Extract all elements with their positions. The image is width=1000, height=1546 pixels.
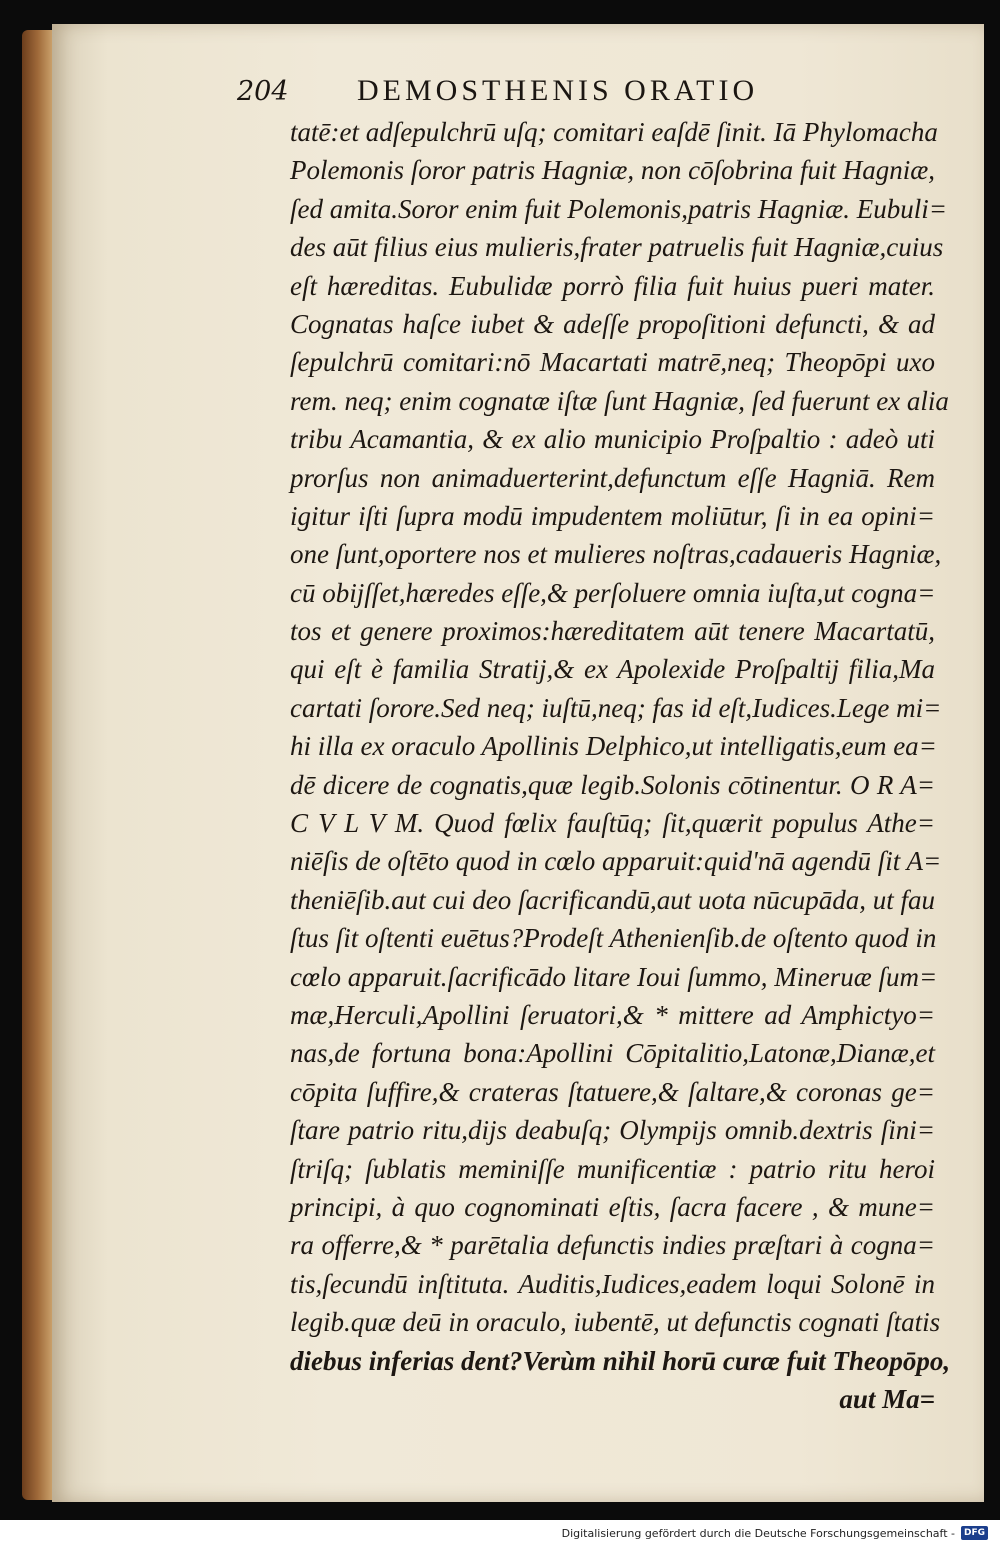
text-line [290,1034,940,1072]
text-line [290,343,940,381]
text-line [290,1150,940,1188]
text-line [290,497,940,535]
body-text [290,113,951,1418]
text-line [290,267,940,305]
text-line [290,996,940,1034]
text-line [290,1265,940,1303]
text-line [290,305,940,343]
text-line-content: igitur iſti ſupra modū impudentem moliūtur, ſi in ea opini= [290,500,935,531]
footer-bar [0,1520,1000,1546]
text-line-content: tis,ſecundū inſtituta. Auditis,Iudices,eadem loqui Solonē in [290,1268,935,1299]
text-line-content: ſtare patrio ritu,dijs deabuſq; Olympijs omnib.dextris ſini= [290,1115,935,1146]
text-line-content: dē dicere de cognatis,quæ legib.Solonis cōtinentur. O R A= [290,769,935,800]
text-line [290,958,940,996]
text-line-content: cū obijſſet,hæredes eſſe,& perſoluere omnia iuſta,ut cogna= [290,577,936,608]
text-line-content: aut Ma= [839,1383,935,1414]
text-line-content: C V L V M. Quod fœlix fauſtūq; ſit,quærit populus Athe= [290,808,935,839]
text-line [290,420,940,458]
text-line [290,574,940,612]
text-line-content: prorſus non animaduerterint,defunctum eſſe Hagniā. Rem [290,462,935,493]
text-line-content: des aūt filius eius mulieris,frater patruelis fuit Hagniæ,cuius [290,232,944,263]
text-line-content: theniēſib.aut cui deo ſacrificandū,aut uota nūcupāda, ut fau [290,884,935,915]
text-line [290,650,940,688]
text-line-content: ra offerre,& * parētalia defunctis indies præſtari à cogna= [290,1230,935,1261]
text-line [290,1111,940,1149]
text-line-content: tos et genere proximos:hæreditatem aūt tenere Macartatū, [290,616,935,647]
text-line [290,1303,940,1341]
text-line-content: niēſis de oſtēto quod in cœlo apparuit:quid'nā agendū ſit A= [290,846,942,877]
text-line-content: ſed amita.Soror enim fuit Polemonis,patris Hagniæ. Eubuli= [290,193,947,224]
text-line [290,1342,951,1380]
text-line [290,1226,940,1264]
text-line-content: diebus inferias dent?Verùm nihil horū curæ fuit Theopōpo, [290,1345,951,1376]
text-line [290,1188,940,1226]
text-line-content: tribu Acamantia, & ex alio municipio Proſpaltio : adeò uti [290,424,935,455]
text-line-content: ſepulchrū comitari:nō Macartati matrē,neq; Theopōpi uxo [290,347,935,378]
text-line-content: one ſunt,oportere nos et mulieres noſtras,cadaueris Hagniæ, [290,539,942,570]
text-line [290,919,940,957]
page-header [237,74,837,114]
text-line-content: Cognatas haſce iubet & adeſſe propoſitioni defuncti, & ad [290,308,935,339]
text-line [290,459,940,497]
text-line [290,727,940,765]
text-line [290,151,940,189]
text-line-content: tatē:et adſepulchrū uſq; comitari eaſdē ſinit. Iā Phylomacha [290,117,938,147]
text-line [290,842,940,880]
text-line [290,1073,940,1111]
text-line-content: eſt hæreditas. Eubulidæ porrò filia fuit huius pueri mater. [290,270,935,301]
text-line [290,612,940,650]
funding-notice: Digitalisierung gefördert durch die Deutsche Forschungsgemeinschaft - [561,1526,955,1540]
text-line-content: mæ,Herculi,Apollini ſeruatori,& * mittere ad Amphictyo= [290,999,935,1030]
text-line [290,689,940,727]
text-line [290,228,944,266]
text-line [290,1380,940,1418]
text-line [290,804,940,842]
text-line-content: ſtriſq; ſublatis meminiſſe munificentiæ : patrio ritu heroi [290,1153,935,1184]
text-line-content: principi, à quo cognominati eſtis, ſacra facere , & mune= [290,1191,935,1222]
text-line [290,190,947,228]
text-line [290,766,940,804]
dfg-logo: DFG [961,1526,988,1540]
text-line-content: Polemonis ſoror patris Hagniæ, non cōſobrina fuit Hagniæ, [290,155,935,186]
text-line-content: cōpita ſuffire,& crateras ſtatuere,& ſaltare,& coronas ge= [290,1076,935,1107]
page-number: 204 [237,76,289,107]
text-line-content: legib.quæ deū in oraculo, iubentē, ut defunctis cognati ſtatis [290,1307,941,1338]
text-line [290,113,940,151]
text-line-content: cartati ſorore.Sed neq; iuſtū,neq; fas id eſt,Iudices.Lege mi= [290,692,942,723]
text-line-content: nas,de fortuna bona:Apollini Cōpitalitio,Latonæ,Dianæ,et [290,1038,935,1069]
text-line [290,535,940,573]
text-line-content: qui eſt è familia Stratij,& ex Apolexide Proſpaltij filia,Ma [290,654,935,685]
text-line-content: cœlo apparuit.ſacrificādo litare Ioui ſummo, Mineruæ ſum= [290,961,938,992]
text-line-content: ſtus ſit oſtenti euētus?Prodeſt Athenienſib.de oſtento quod in [290,923,937,954]
running-title: DEMOSTHENIS ORATIO [357,74,759,107]
text-line-content: hi illa ex oraculo Apollinis Delphico,ut intelligatis,eum ea= [290,731,937,762]
text-line [290,881,940,919]
text-line [290,382,949,420]
text-line-content: rem. neq; enim cognatæ iſtæ ſunt Hagniæ, ſed fuerunt ex alia [290,385,949,416]
